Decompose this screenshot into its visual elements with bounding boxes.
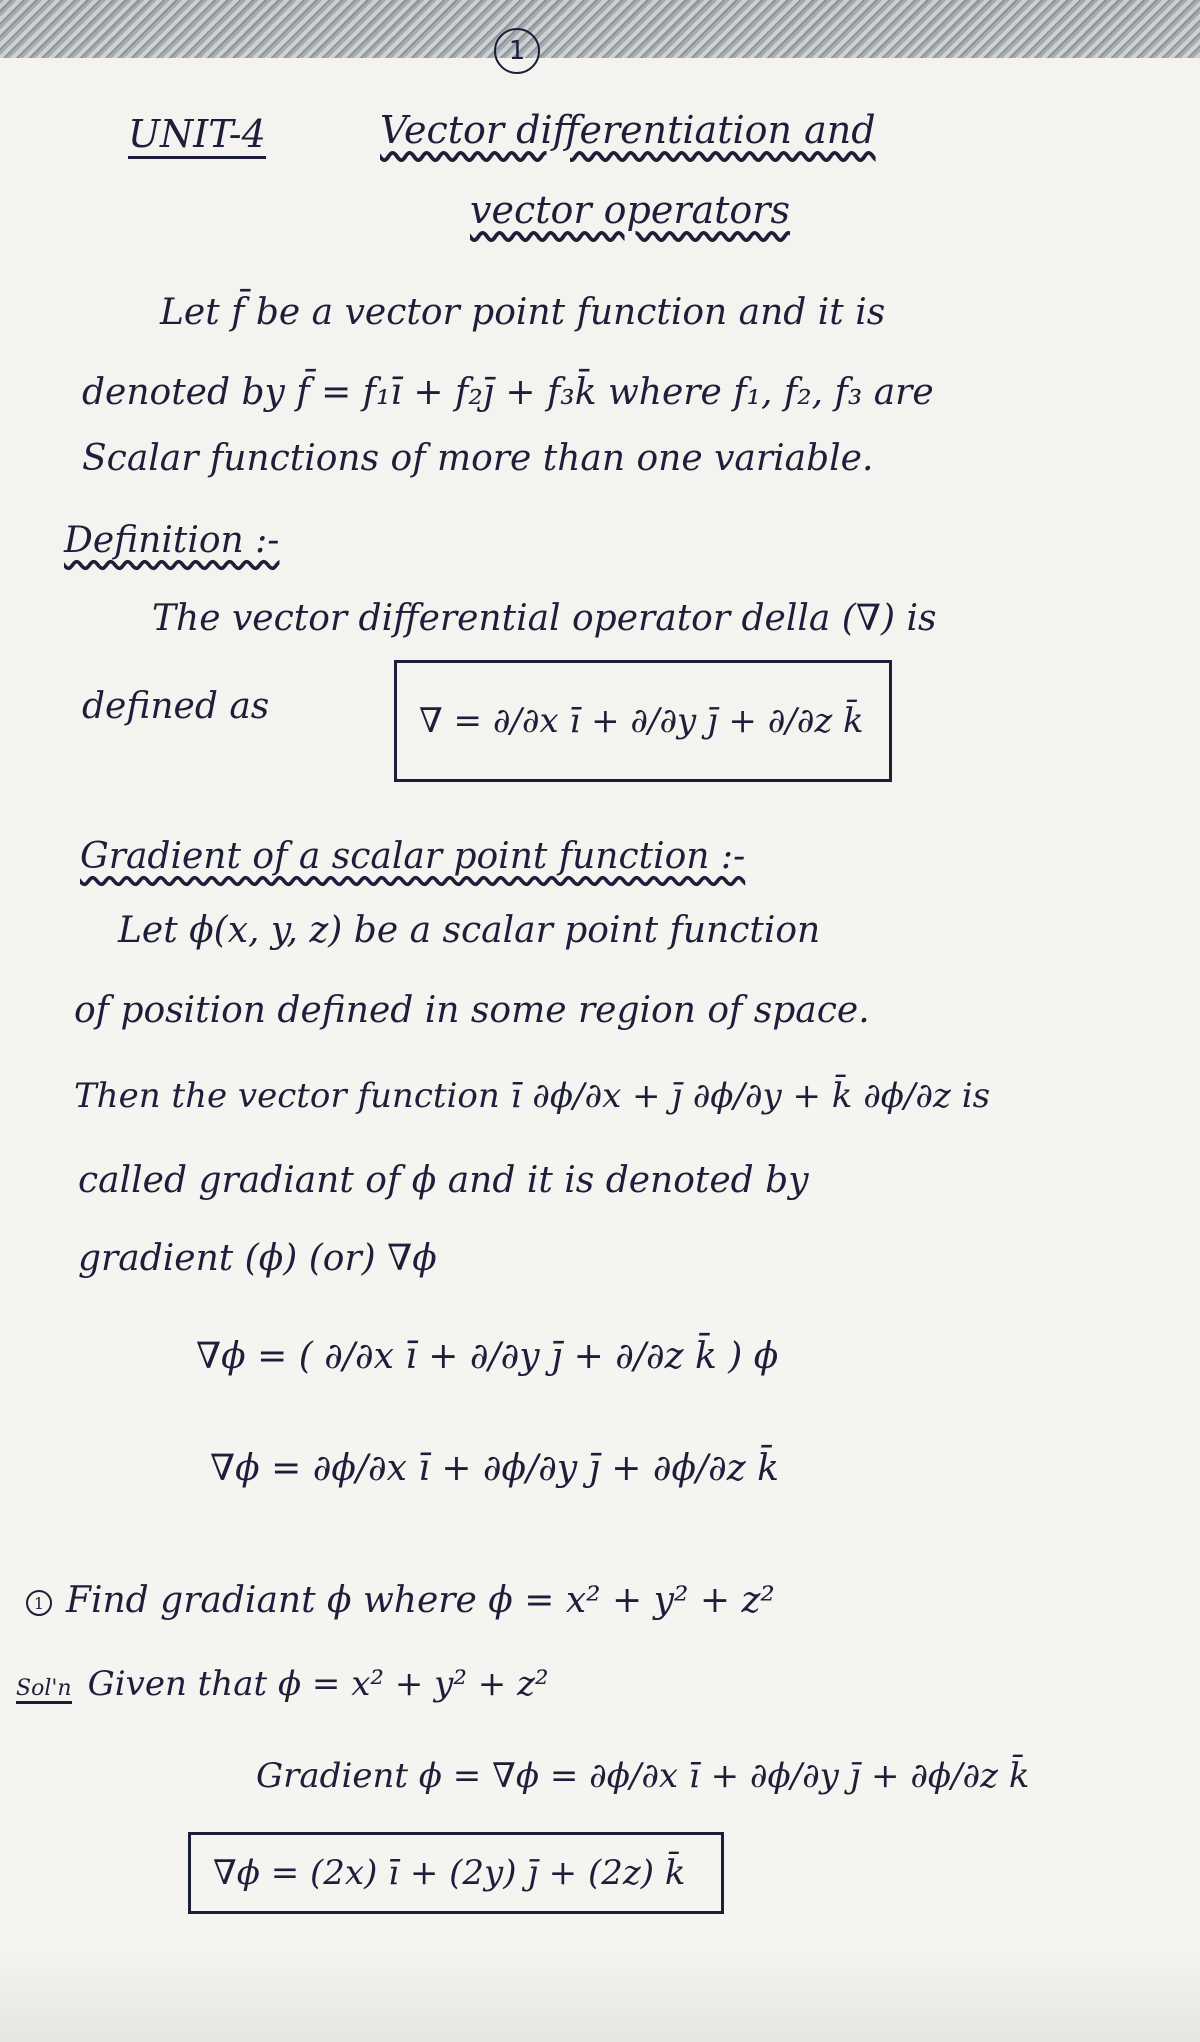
- fabric-background: [0, 0, 1200, 58]
- gradient-line-2: of position defined in some region of space.: [74, 990, 870, 1031]
- definition-heading: Definition :-: [64, 520, 280, 561]
- definition-line-1: The vector differential operator della (∇) is: [152, 598, 937, 639]
- problem-statement: [26, 1580, 775, 1621]
- gradient-line-5: gradient (ϕ) (or) ∇ϕ: [78, 1238, 437, 1279]
- definition-line-2: defined as: [82, 686, 270, 727]
- gradient-equation-1: ∇ϕ = ( ∂/∂x ī + ∂/∂y j̄ + ∂/∂z k̄ ) ϕ: [196, 1336, 779, 1377]
- unit-label: UNIT-4: [128, 112, 266, 159]
- gradient-step: Gradient ϕ = ∇ϕ = ∂ϕ/∂x ī + ∂ϕ/∂y j̄ + ∂ϕ/∂z k̄: [256, 1756, 1030, 1796]
- gradient-line-1: Let ϕ(x, y, z) be a scalar point function: [118, 910, 821, 951]
- page-number: 1: [494, 28, 540, 74]
- title-line-1: Vector differentiation and: [380, 108, 876, 152]
- given-text: Given that ϕ = x² + y² + z²: [87, 1664, 549, 1704]
- answer-box: ∇ϕ = (2x) ī + (2y) j̄ + (2z) k̄: [188, 1832, 724, 1914]
- problem-text: Find gradiant ϕ where ϕ = x² + y² + z²: [66, 1580, 775, 1621]
- problem-number: 1: [26, 1590, 52, 1616]
- gradient-heading: Gradient of a scalar point function :-: [80, 836, 746, 877]
- intro-line-3: Scalar functions of more than one variable.: [82, 438, 874, 479]
- solution-given-line: [16, 1664, 549, 1704]
- intro-line-2: denoted by f̄ = f₁ī + f₂j̄ + f₃k̄ where f₁, f₂, f₃ are: [82, 372, 934, 413]
- gradient-line-4: called gradiant of ϕ and it is denoted by: [78, 1160, 809, 1201]
- del-operator-formula-box: ∇ = ∂/∂x ī + ∂/∂y j̄ + ∂/∂z k̄: [394, 660, 892, 782]
- gradient-equation-2: ∇ϕ = ∂ϕ/∂x ī + ∂ϕ/∂y j̄ + ∂ϕ/∂z k̄: [210, 1448, 779, 1489]
- intro-line-1: Let f̄ be a vector point function and it is: [160, 292, 886, 333]
- gradient-line-3: Then the vector function ī ∂ϕ/∂x + j̄ ∂ϕ/∂y + k̄ ∂ϕ/∂z is: [74, 1076, 991, 1116]
- solution-label: Sol'n: [16, 1676, 72, 1704]
- title-line-2: vector operators: [470, 188, 790, 232]
